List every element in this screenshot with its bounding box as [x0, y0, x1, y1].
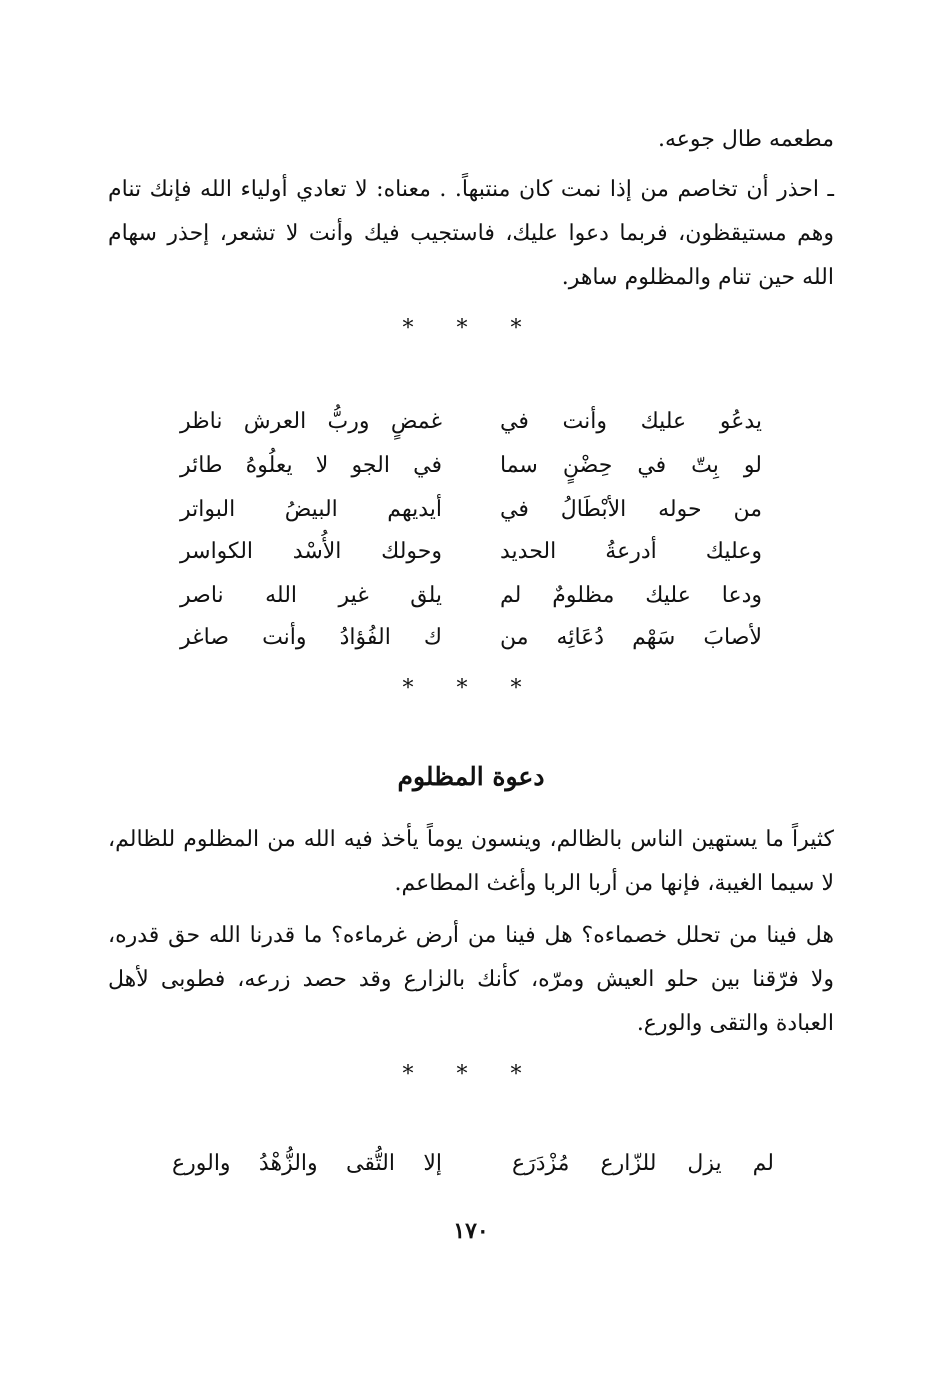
- verse-line: [0, 1142, 942, 1186]
- verse-first-hemistich: لو بِتّ في حِضْنٍ سما: [500, 453, 762, 478]
- paragraph-warning: ـ احذر أن تخاصم من إذا نمت كان منتبهاً. . معناه: لا تعادي أولياء الله فإنك تنام وهم مستيقظون، فربما دعوا عليك، فاستجيب فيك وأنت لا تشعر، إحذر سهام الله حين تنام والمظلوم ساهر.: [108, 177, 834, 290]
- top-line-fragment: مطعمه طال جوعه.: [657, 127, 834, 152]
- verse-second-hemistich: في الجو لا يعلُوهُ طائر: [180, 453, 442, 478]
- separator-stars-2: * * *: [402, 676, 540, 701]
- paragraph-adversaries: هل فينا من تحلل خصماءه؟ هل فينا من أرض غرماءه؟ ما قدرنا الله حق قدره، ولا فرّقنا بين حلو العيش ومرّه، كأنك بالزارع وقد حصد زرعه، فطوبى لأهل العبادة والتقى والورع.: [108, 923, 834, 1036]
- verse-first-hemistich: لأصابَ سَهْم دُعَائِه من: [500, 625, 762, 650]
- verse-second-hemistich: وحولك الأُسْد الكواسر: [180, 539, 442, 564]
- separator-stars-1: * * *: [402, 316, 540, 341]
- section-heading: دعوة المظلوم: [397, 762, 545, 791]
- verse-line: [0, 444, 942, 488]
- page-number: ١٧٠: [453, 1218, 489, 1244]
- verse-line: [0, 530, 942, 574]
- verse-second-hemistich: غمضٍ وربُّ العرش ناظر: [180, 409, 442, 434]
- verse-line: [0, 574, 942, 618]
- verse-line: [0, 488, 942, 532]
- paragraph-oppression: كثيراً ما يستهين الناس بالظالم، وينسون يوماً يأخذ فيه الله من المظلوم للظالم، لا سيما الغيبة، فإنها من أربا الربا وأغث المطاعم.: [108, 827, 834, 896]
- verse-first-hemistich: لم يزل للزّارع مُزْدَرَع: [512, 1151, 774, 1176]
- separator-stars-3: * * *: [402, 1062, 540, 1087]
- verse-second-hemistich: إلا التُّقى والزُّهْدُ والورع: [172, 1151, 442, 1176]
- verse-second-hemistich: ك الفُؤادُ وأنت صاغر: [180, 625, 442, 650]
- verse-first-hemistich: يدعُو عليك وأنت في: [500, 409, 762, 434]
- verse-first-hemistich: وعليك أدرعةُ الحديد: [500, 539, 762, 564]
- verse-first-hemistich: من حوله الأبْطَالُ في: [500, 497, 762, 522]
- verse-first-hemistich: ودعا عليك مظلومٌ لم: [500, 583, 762, 608]
- verse-second-hemistich: يلق غير الله ناصر: [180, 583, 442, 608]
- verse-second-hemistich: أيديهم البيضُ البواتر: [180, 497, 442, 522]
- verse-line: [0, 400, 942, 444]
- verse-line: [0, 616, 942, 660]
